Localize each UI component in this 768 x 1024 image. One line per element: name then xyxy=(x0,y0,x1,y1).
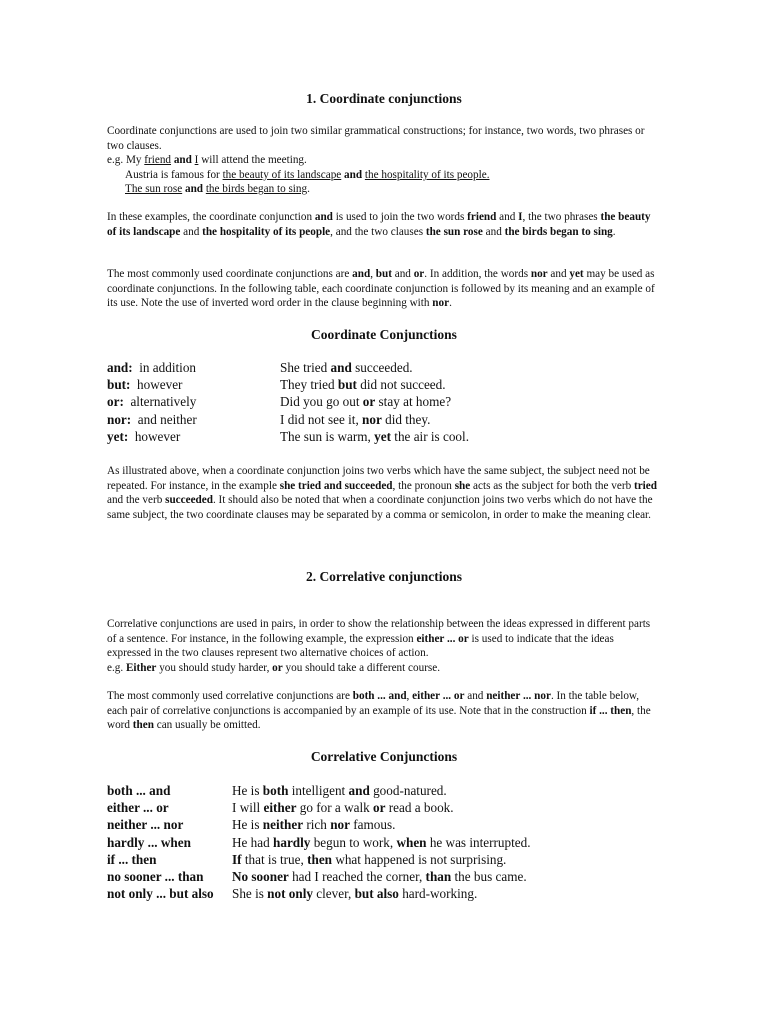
correlative-term: both ... and xyxy=(107,783,171,798)
coordinate-meaning: however xyxy=(134,428,181,444)
correlative-example: No sooner had I reached the corner, than the bus came. xyxy=(232,869,527,885)
correlative-table xyxy=(107,782,531,902)
coordinate-term-cell xyxy=(107,393,280,410)
coordinate-example: Did you go out or stay at home? xyxy=(280,394,452,410)
correlative-row xyxy=(107,782,531,799)
coordinate-meaning: however xyxy=(137,377,183,393)
example-line-1: e.g. My friend and I will attend the meeting. xyxy=(107,154,307,167)
correlative-example: If that is true, then what happened is not surprising. xyxy=(232,851,507,867)
example-line-2: Austria is famous for the beauty of its landscape and the hospitality of its people. xyxy=(125,168,490,181)
coordinate-row xyxy=(107,393,469,410)
correlative-row xyxy=(107,816,531,833)
correlative-term: not only ... but also xyxy=(107,886,214,902)
coordinate-example: They tried but did not succeed. xyxy=(280,377,446,393)
correlative-term-cell xyxy=(107,868,232,885)
coordinate-term-cell xyxy=(107,376,280,393)
coordinate-example: I did not see it, nor did they. xyxy=(280,411,431,427)
example-line-3: The sun rose and the birds began to sing. xyxy=(125,183,310,196)
section-1-paragraph-2: In these examples, the coordinate conjunction and is used to join the two words friend and I, the two phrases the beauty of its landscape and the hospitality of its people, and the two clauses the sun rose and the birds began to sing. xyxy=(107,211,651,238)
correlative-row xyxy=(107,851,531,868)
intro-text: Coordinate conjunctions are used to join two similar grammatical constructions; for instance, two words, two phrases or two clauses. xyxy=(107,125,645,152)
coordinate-table-title: Coordinate Conjunctions xyxy=(311,327,457,342)
correlative-term-cell xyxy=(107,851,232,868)
correlative-term-cell xyxy=(107,799,232,816)
correlative-term-cell xyxy=(107,885,232,902)
correlative-term: hardly ... when xyxy=(107,834,191,850)
section-2-heading: 2. Correlative conjunctions xyxy=(305,569,463,584)
coordinate-meaning: in addition xyxy=(139,360,197,375)
coordinate-table xyxy=(107,359,469,445)
section-1-paragraph-4: As illustrated above, when a coordinate conjunction joins two verbs which have the same subject, the subject need not be repeated. For instance, in the example she tried and succeeded, the pronoun she acts as the subject for both the verb tried and the verb succeeded. It should also be noted that when a coordinate conjunction joins two verbs which do not have the same subject, the two coordinate clauses may be separated by a comma or semicolon, in order to make the meaning clear. xyxy=(107,465,657,521)
correlative-term-cell xyxy=(107,834,232,851)
section-2-paragraph-2: The most commonly used correlative conjunctions are both ... and, either ... or and neither ... nor. In the table below, each pair of correlative conjunctions is accompanied by an example of its use. Note that in the construction if ... then, the word then can usually be omitted. xyxy=(107,690,651,732)
coordinate-row xyxy=(107,411,469,428)
correlative-term: either ... or xyxy=(107,800,169,816)
section-1-heading: 1. Coordinate conjunctions xyxy=(306,91,462,106)
coordinate-row xyxy=(107,376,469,393)
correlative-row xyxy=(107,885,531,902)
correlative-term: no sooner ... than xyxy=(107,869,204,885)
coordinate-row xyxy=(107,428,469,445)
coordinate-example: She tried and succeeded. xyxy=(280,360,413,375)
correlative-row xyxy=(107,834,531,851)
coordinate-term: and: xyxy=(107,360,133,375)
coordinate-example: The sun is warm, yet the air is cool. xyxy=(280,428,469,444)
coordinate-row xyxy=(107,359,469,376)
section-2-example: e.g. Either you should study harder, or you should take a different course. xyxy=(107,662,441,674)
coordinate-term: or: xyxy=(107,394,124,410)
correlative-term: neither ... nor xyxy=(107,817,184,833)
section-1-intro xyxy=(107,124,659,197)
correlative-term-cell xyxy=(107,782,232,799)
coordinate-term: nor: xyxy=(107,411,132,427)
correlative-example: I will either go for a walk or read a book. xyxy=(232,800,454,816)
coordinate-term-cell xyxy=(107,428,280,445)
coordinate-meaning: alternatively xyxy=(130,394,197,410)
section-1-paragraph-3: The most commonly used coordinate conjunctions are and, but and or. In addition, the words nor and yet may be used as coordinate conjunctions. In the following table, each coordinate conjunction is followed by its meaning and an example of its use. Note the use of inverted word order in the clause beginning with nor. xyxy=(107,268,655,310)
correlative-example: He is both intelligent and good-natured. xyxy=(232,783,447,798)
section-2-paragraph-1: Correlative conjunctions are used in pairs, in order to show the relationship between the ideas expressed in different parts of a sentence. For instance, in the following example, the expression either ... or is used to indicate that the ideas expressed in the two clauses represent two alternative choices of action. xyxy=(107,618,651,660)
coordinate-term: but: xyxy=(107,377,131,393)
correlative-example: He had hardly begun to work, when he was interrupted. xyxy=(232,834,531,850)
correlative-row xyxy=(107,868,531,885)
correlative-table-title: Correlative Conjunctions xyxy=(310,749,458,764)
coordinate-term-cell xyxy=(107,359,280,376)
correlative-example: She is not only clever, but also hard-working. xyxy=(232,886,478,902)
correlative-term-cell xyxy=(107,816,232,833)
coordinate-meaning: and neither xyxy=(137,411,197,427)
correlative-row xyxy=(107,799,531,816)
coordinate-term-cell xyxy=(107,411,280,428)
correlative-term: if ... then xyxy=(107,851,157,867)
coordinate-term: yet: xyxy=(107,428,129,444)
correlative-example: He is neither rich nor famous. xyxy=(232,817,396,833)
